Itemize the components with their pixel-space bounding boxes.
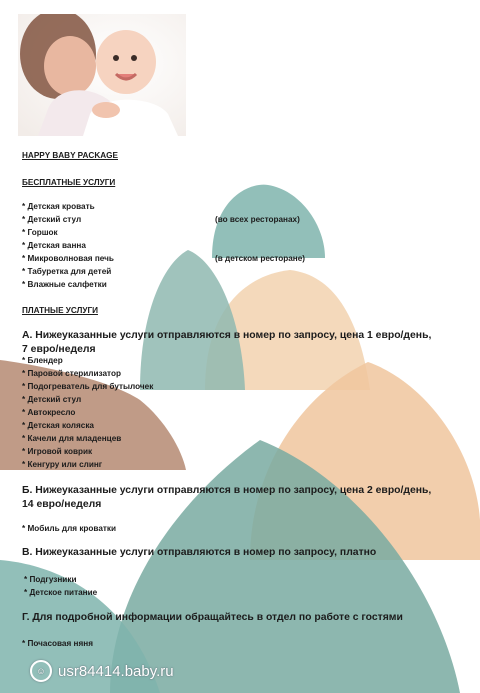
list-item: * Подгузники xyxy=(24,575,77,584)
teal-arch-mid xyxy=(140,250,245,390)
section-a-title: А. Нижеуказанные услуги отправляются в номер по запросу, цена 1 евро/день, xyxy=(22,330,432,341)
list-item: * Микроволновая печь xyxy=(22,254,114,263)
list-item: * Автокресло xyxy=(22,408,76,417)
list-item: * Горшок xyxy=(22,228,58,237)
paid-services-heading: ПЛАТНЫЕ УСЛУГИ xyxy=(22,306,98,315)
watermark-text: usr84414.baby.ru xyxy=(58,662,174,680)
list-item: * Детская коляска xyxy=(22,421,94,430)
section-d-title: Г. Для подробной информации обращайтесь в отдел по работе с гостями xyxy=(22,612,403,623)
list-item: * Кенгуру или слинг xyxy=(22,460,103,469)
site-logo-icon: ☺ xyxy=(30,660,52,682)
list-item: * Влажные салфетки xyxy=(22,280,107,289)
list-item: * Детская кровать xyxy=(22,202,95,211)
section-a-price: 7 евро/неделя xyxy=(22,344,96,355)
note-all-restaurants: (во всех ресторанах) xyxy=(215,215,300,224)
list-item: * Табуретка для детей xyxy=(22,267,112,276)
page-title: HAPPY BABY PACKAGE xyxy=(22,151,118,160)
list-item: * Детское питание xyxy=(24,588,98,597)
section-b-title: Б. Нижеуказанные услуги отправляются в номер по запросу, цена 2 евро/день, xyxy=(22,485,432,496)
list-item: * Блендер xyxy=(22,356,63,365)
list-item: * Детский стул xyxy=(22,395,82,404)
section-b-price: 14 евро/неделя xyxy=(22,499,102,510)
note-kids-restaurant: (в детском ресторане) xyxy=(215,254,306,263)
list-item: * Качели для младенцев xyxy=(22,434,122,443)
list-item: * Детский стул xyxy=(22,215,82,224)
list-item: * Почасовая няня xyxy=(22,639,93,648)
list-item: * Мобиль для кроватки xyxy=(22,524,117,533)
list-item: * Паровой стерилизатор xyxy=(22,369,121,378)
list-item: * Детская ванна xyxy=(22,241,86,250)
section-c-title: В. Нижеуказанные услуги отправляются в номер по запросу, платно xyxy=(22,547,377,558)
mother-baby-photo xyxy=(18,14,186,136)
watermark xyxy=(30,660,174,682)
list-item: * Подогреватель для бутылочек xyxy=(22,382,154,391)
free-services-heading: БЕСПЛАТНЫЕ УСЛУГИ xyxy=(22,178,116,187)
list-item: * Игровой коврик xyxy=(22,447,93,456)
